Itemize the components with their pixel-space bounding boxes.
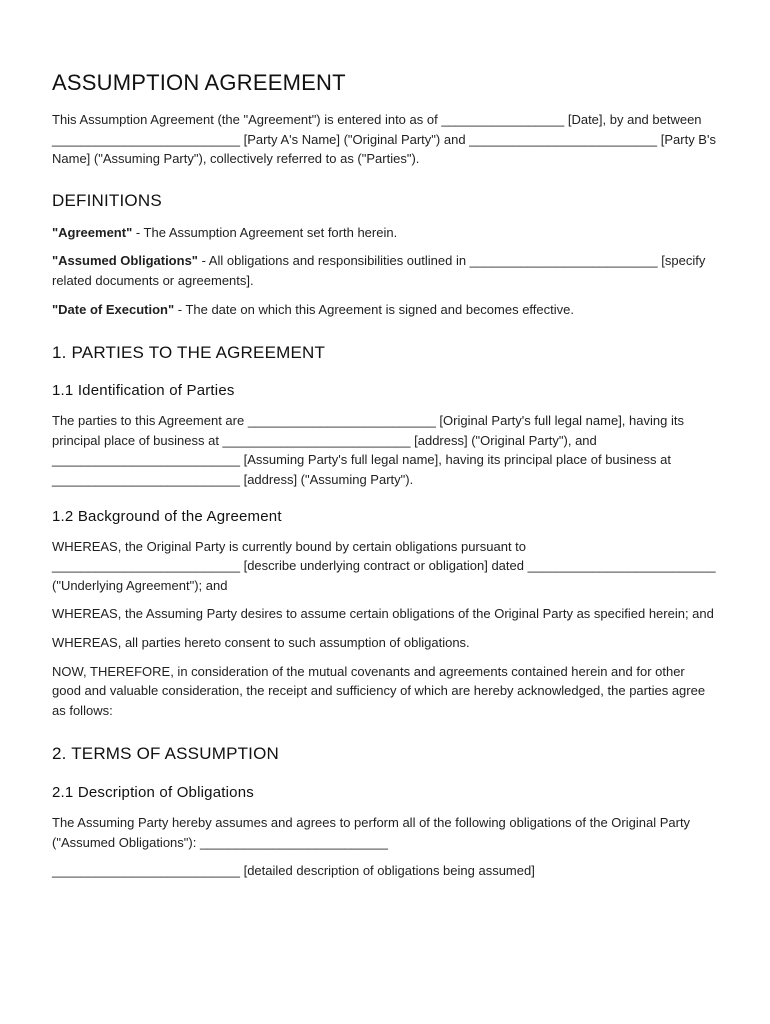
whereas-paragraph-3: WHEREAS, all parties hereto consent to such assumption of obligations. — [52, 634, 470, 650]
section-1-1-heading: 1.1 Identification of Parties — [52, 382, 235, 400]
definition-term: "Agreement" — [52, 224, 133, 240]
definition-date-of-execution — [52, 300, 716, 320]
whereas-paragraph-1: WHEREAS, the Original Party is currently bound by certain obligations pursuant to __________________________ [describe underlying contract or obligation] dated __________________________ ("Underlying Agreement"); and — [52, 538, 716, 593]
intro-paragraph: This Assumption Agreement (the "Agreement") is entered into as of _________________ [Date], by and between __________________________ [Party A's Name] ("Original Party") and __________________________ [Party B's Name] ("Assuming Party"), collectively referred to as ("Parties"). — [52, 112, 716, 167]
whereas-paragraph-2: WHEREAS, the Assuming Party desires to assume certain obligations of the Original Party as specified herein; and — [52, 606, 714, 622]
definition-text: - The date on which this Agreement is signed and becomes effective. — [174, 301, 574, 317]
section-2-heading: 2. TERMS OF ASSUMPTION — [52, 744, 280, 764]
section-2-1-paragraph-2: __________________________ [detailed description of obligations being assumed] — [52, 863, 535, 879]
section-1-1-text: The parties to this Agreement are __________________________ [Original Party's full legal name], having its principal place of business at __________________________ [address] ("Original Party"), and __________________________ [Assuming Party's full legal name], having its principal place of business at __________________________ [address] ("Assuming Party"). — [52, 413, 684, 487]
definition-text: - The Assumption Agreement set forth herein. — [132, 224, 398, 240]
section-1-heading: 1. PARTIES TO THE AGREEMENT — [52, 343, 326, 363]
section-1-2-heading: 1.2 Background of the Agreement — [52, 507, 282, 525]
definition-term: "Assumed Obligations" — [52, 253, 198, 269]
document-title: ASSUMPTION AGREEMENT — [52, 70, 346, 95]
definition-term: "Date of Execution" — [52, 301, 175, 317]
now-therefore-paragraph: NOW, THEREFORE, in consideration of the mutual covenants and agreements contained herein and for other good and valuable consideration, the receipt and sufficiency of which are hereby acknowledged, the parties agree as follows: — [52, 663, 706, 718]
section-2-1-paragraph-1: The Assuming Party hereby assumes and agrees to perform all of the following obligations of the Original Party ("Assumed Obligations"): __________________________ — [52, 815, 691, 850]
section-2-1-heading: 2.1 Description of Obligations — [52, 784, 254, 802]
definition-agreement — [52, 223, 716, 243]
definitions-heading: DEFINITIONS — [52, 190, 162, 210]
definition-assumed-obligations — [52, 251, 716, 290]
definition-text: - All obligations and responsibilities outlined in __________________________ [specify related documents or agreements]. — [52, 253, 706, 288]
